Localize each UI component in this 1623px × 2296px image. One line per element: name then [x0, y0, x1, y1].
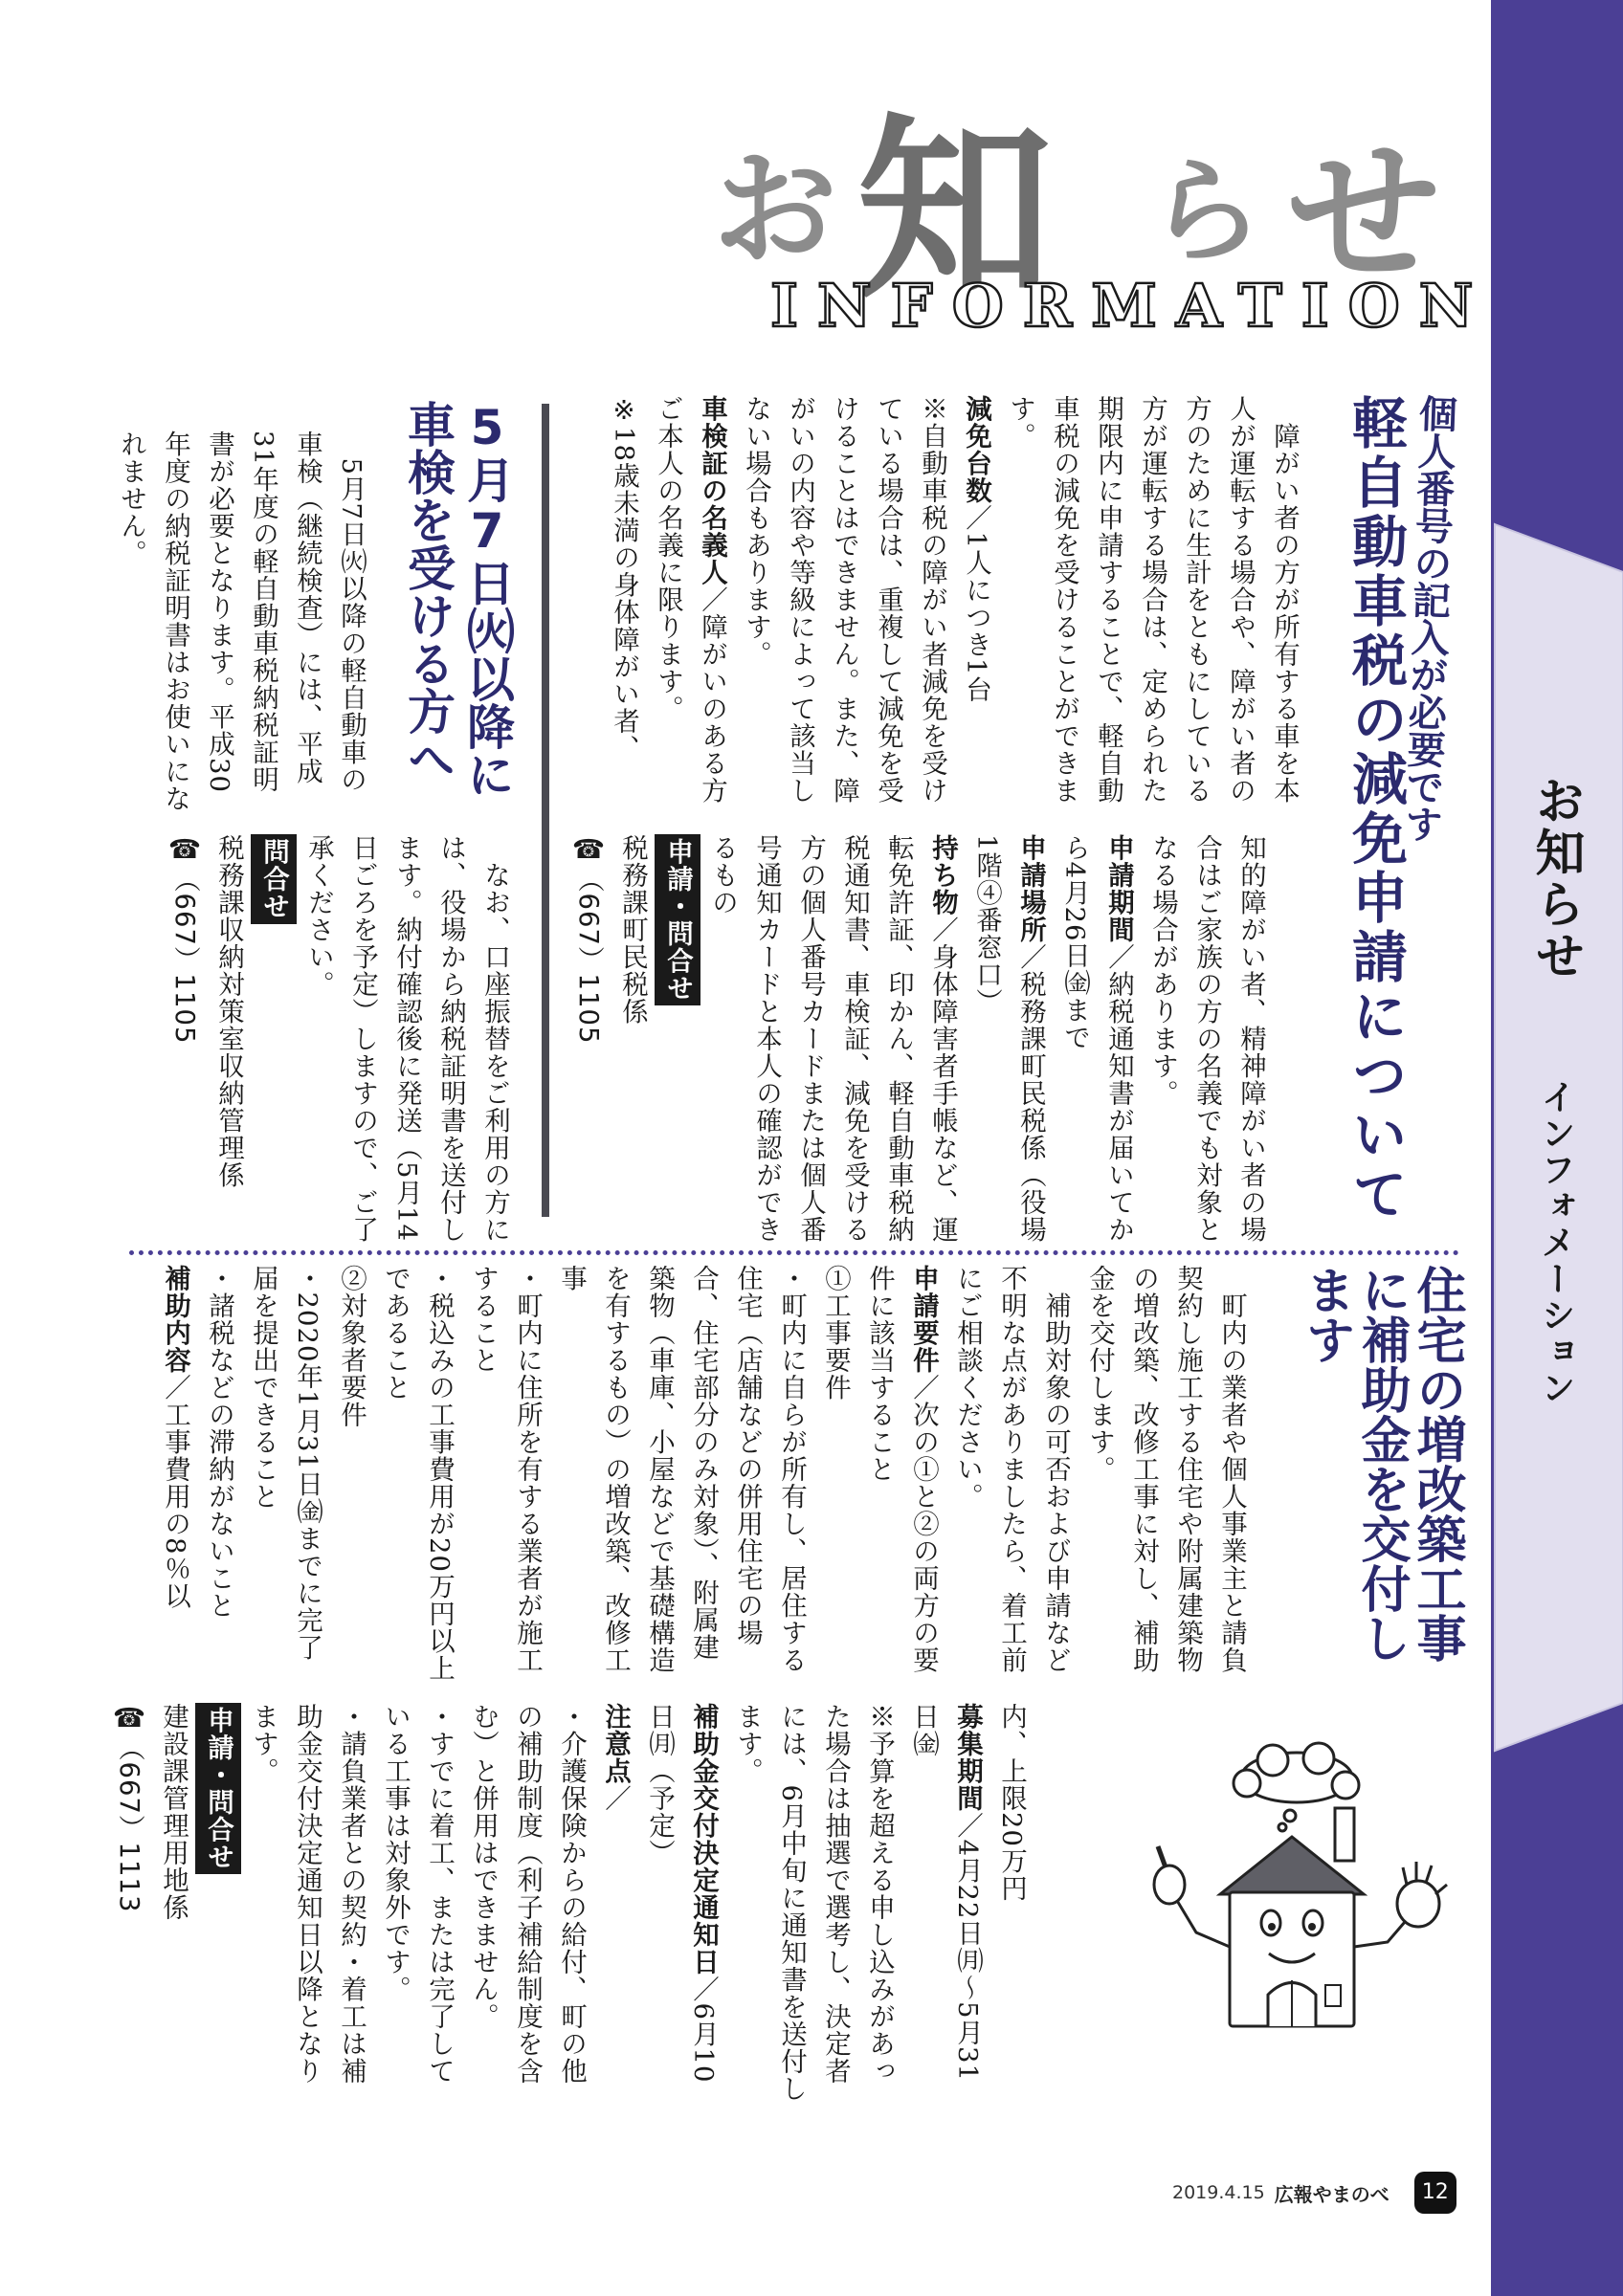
contact-dept: 税務課収納対策室収納管理係: [213, 834, 244, 1189]
label: 車検証の名義人: [697, 395, 727, 586]
contact-dept: 税務課町民税係: [617, 834, 648, 1026]
paragraph: ・諸税などの滞納がないこと: [204, 1265, 234, 1620]
paragraph: ・2020年1月31日㈮までに完了届を提出できること: [248, 1265, 322, 1662]
contact-tag: 申請・問合せ: [195, 1703, 241, 1874]
section-divider: [129, 1250, 1459, 1255]
footer: [1172, 2172, 1456, 2214]
paragraph: ①工事要件: [820, 1265, 851, 1402]
label: 募集期間: [952, 1703, 983, 1812]
paragraph: 障がい者の方が所有する車を本人が運転する場合や、障がい者の方のために生計をともにしている方が運転する場合は、定められた期限内に申請することで、軽自動車税の減免を受けることができます。: [1005, 395, 1300, 805]
paragraph: 補助内容／工事費用の8％以: [160, 1265, 190, 1610]
contact: [195, 1703, 241, 2105]
contact-tag: 申請・問合せ: [655, 834, 700, 1005]
column-divider: [542, 404, 549, 1217]
paragraph: ・税込みの工事費用が20万円以上であること: [380, 1265, 455, 1682]
paragraph: 申請場所／税務課町民税係（役場1階④番窓口）: [971, 834, 1046, 1244]
article2-body-upper: [116, 430, 373, 813]
article1-kicker: 個人番号の記入が必要です: [1397, 393, 1458, 843]
page-number: 12: [1414, 2172, 1456, 2214]
article2-headline: 5月7日㈫以降に 車検を受ける方へ: [400, 400, 515, 798]
paragraph: ②対象者要件: [336, 1265, 367, 1428]
title-char-3: ら: [1148, 144, 1263, 278]
paragraph: 申請要件／次の①と②の両方の要件に該当すること: [864, 1265, 939, 1674]
paragraph: 補助金交付決定通知日／6月10日㈪（予定）: [644, 1703, 719, 2084]
paragraph: 補助対象の可否および申請など不明な点がありましたら、着工前にご相談ください。: [952, 1265, 1071, 1674]
paragraph: なお、口座振替をご利用の方には、役場から納税証明書を送付します。納付確認後に発送（5月14日ごろを予定）しますので、ご了承ください。: [303, 834, 510, 1244]
article3-headline: 住宅の増改築工事 に補助金を交付し ます: [1297, 1265, 1465, 1663]
sidebar-title: お知らせ: [1526, 775, 1584, 982]
paragraph: ・請負業者との契約・着工は補助金交付決定通知日以降となります。: [248, 1703, 367, 2085]
contact-tel: ☎（667）1105: [169, 834, 200, 1045]
article1-body-lower: [573, 834, 1273, 1253]
label: 補助内容: [160, 1265, 190, 1374]
label: 減免台数: [961, 395, 991, 504]
contact-tel: ☎（667）1105: [573, 834, 604, 1045]
article3-body-lower: [114, 1703, 1034, 2105]
paragraph: 募集期間／4月22日㈪～5月31日㈮: [908, 1703, 983, 2082]
paragraph: 知的障がい者、精神障がい者の場合はご家族の方の名義でも対象となる場合があります。: [1147, 834, 1266, 1244]
footer-publication: 広報やまのべ: [1274, 2182, 1390, 2206]
contact: [251, 834, 297, 1255]
article2-body-lower: [153, 834, 517, 1255]
label: 注意点: [600, 1703, 631, 1785]
label: 申請要件: [908, 1265, 939, 1374]
paragraph: 車検証の名義人／障がいのある方ご本人の名義に限ります。: [653, 395, 727, 805]
label: 申請期間: [1103, 834, 1134, 943]
footer-date: 2019.4.15: [1172, 2182, 1265, 2203]
paragraph: ・すでに着工、または完了している工事は対象外です。: [380, 1703, 455, 2085]
contact-tag: 問合せ: [251, 834, 297, 924]
house-mascot-illustration: [1129, 1741, 1464, 2047]
paragraph: 内、上限20万円: [996, 1703, 1027, 1902]
paragraph: ・町内に住所を有する業者が施工すること: [468, 1265, 543, 1674]
header-subtitle: INFORMATION: [770, 271, 1493, 341]
paragraph: 町内の業者や個人事業主と請負契約し施工する住宅や附属建築物の増改築、改修工事に対し、補助金を交付します。: [1084, 1265, 1247, 1674]
paragraph: 注意点／: [600, 1703, 631, 1812]
contact-tel: ☎（667）1113: [114, 1703, 145, 1913]
paragraph: 申請期間／納税通知書が届いてから4月26日㈮まで: [1059, 834, 1134, 1244]
sidebar-subtitle: インフォメーション: [1536, 1079, 1575, 1406]
article1-headline: 軽自動車税の減免申請について: [1343, 394, 1408, 1225]
paragraph: ・介護保険からの給付、町の他の補助制度（利子補給制度を含む）と併用はできません。: [468, 1703, 587, 2085]
title-char-4: せ: [1287, 123, 1441, 303]
label: 申請場所: [1015, 834, 1046, 943]
paragraph: ※予算を超える申し込みがあった場合は抽選で選考し、決定者には、6月中旬に通知書を送付します。: [732, 1703, 895, 2103]
article1-body-upper: [609, 395, 1306, 814]
title-char-1: お: [713, 136, 838, 282]
paragraph: 減免台数／1人につき1台: [961, 395, 991, 703]
label: 補助金交付決定通知日: [688, 1703, 719, 1976]
contact-dept: 建設課管理用地係: [158, 1703, 189, 1921]
contact: [655, 834, 700, 1253]
article3-body-upper: [144, 1265, 1254, 1686]
paragraph: 5月7日㈫以降の軽自動車の車検（継続検査）には、平成31年度の軽自動車税納税証明書が必要となります。平成30年度の納税証明書はお使いになれません。: [116, 430, 367, 812]
title-char-2: 知: [856, 96, 1053, 325]
paragraph: ・町内に自らが所有し、居住する住宅（店舗などの併用住宅の場合、住宅部分のみ対象）、附属建築物（車庫、小屋などで基礎構造を有するもの）の増改築、改修工事: [556, 1265, 807, 1674]
paragraph: 持ち物／身体障害者手帳など、運転免許証、印かん、軽自動車税納税通知書、車検証、減免を受ける方の個人番号カードまたは個人番号通知カードと本人の確認ができるもの: [707, 834, 958, 1244]
label: 持ち物: [927, 834, 958, 916]
paragraph: ※18歳未満の身体障がい者、: [609, 395, 639, 762]
paragraph: ※自動車税の障がい者減免を受けている場合は、重複して減免を受けることはできません。また、障がいの内容や等級によって該当しない場合もあります。: [741, 395, 947, 805]
